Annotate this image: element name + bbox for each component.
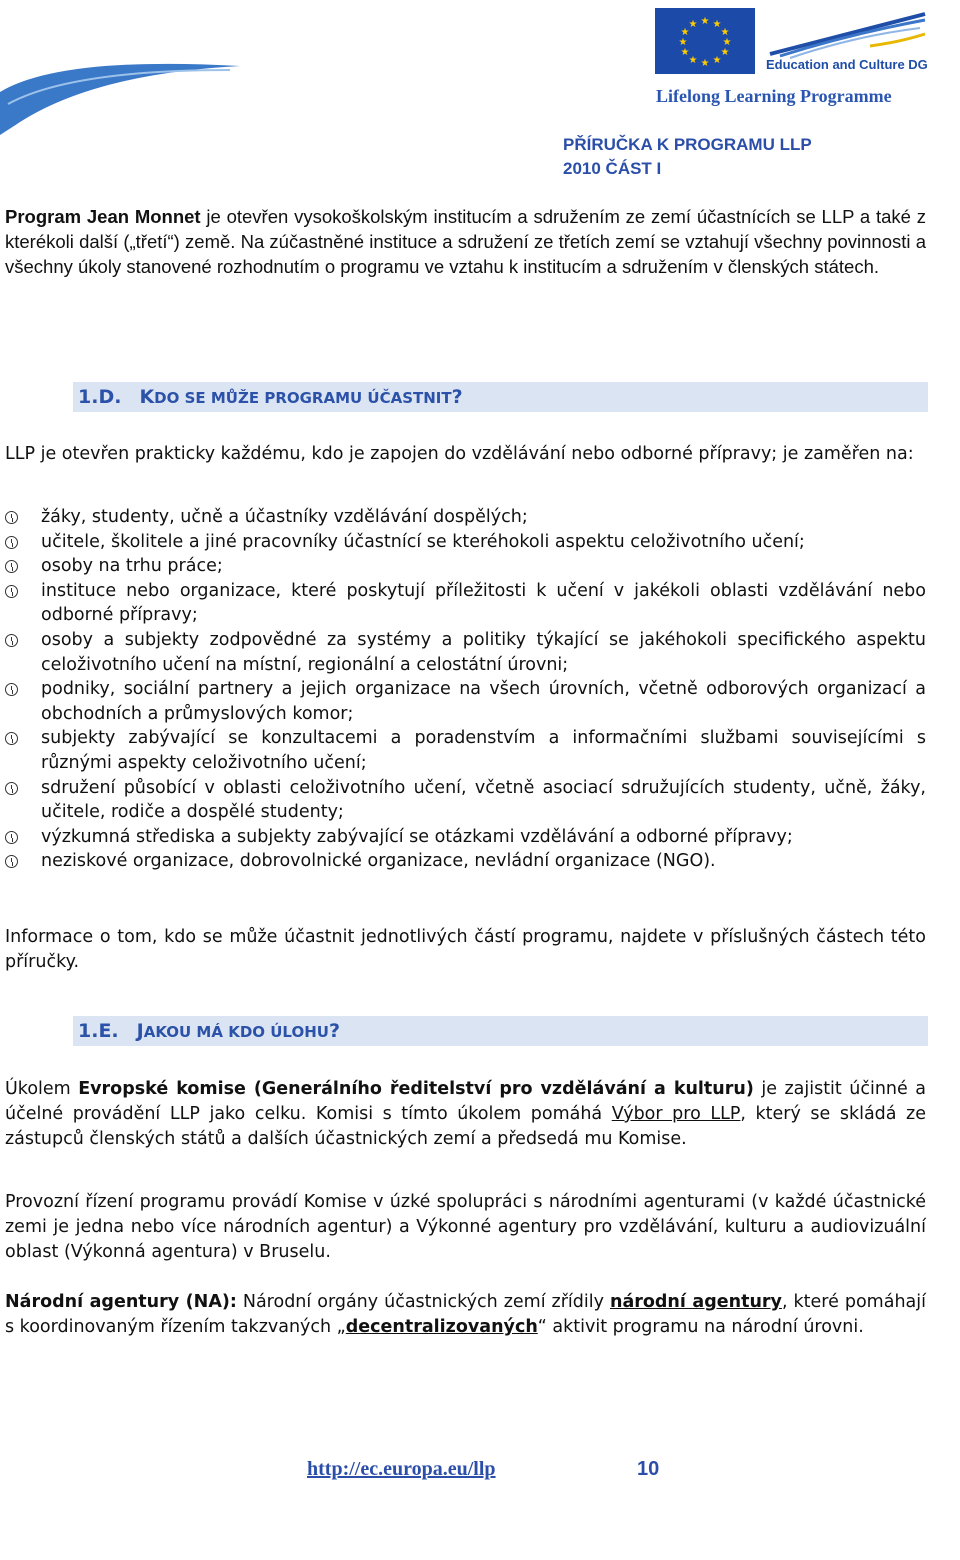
svg-text:★: ★ (720, 47, 730, 58)
svg-text:★: ★ (688, 19, 698, 30)
section-e-number: 1.E. (78, 1020, 119, 1042)
jean-monnet-paragraph (5, 204, 926, 279)
jean-monnet-text: je otevřen vysokoškolským institucím a sdružením ze zemí účastnících se LLP a také z kterékoli další („třetí“) země. Na zúčastněné instituce a sdružení ze třetích zemí se vztahují všechny povinnosti a všechny úkoly stanovené rozhodnutím o programu ve vztahu k institucím a sdružením v členských státech. (5, 206, 926, 277)
clock-bullet-icon (5, 683, 18, 696)
section-d-heading: 1.D. KDO SE MŮŽE PROGRAMU ÚČASTNIT? (78, 386, 463, 408)
list-item: neziskové organizace, dobrovolnické organizace, nevládní organizace (NGO). (5, 849, 926, 874)
svg-text:★: ★ (700, 58, 710, 69)
list-item: osoby na trhu práce; (5, 554, 926, 579)
clock-bullet-icon (5, 585, 18, 598)
svg-text:★: ★ (680, 47, 690, 58)
target-groups-list (5, 505, 926, 874)
eu-flag-logo (655, 8, 755, 74)
section-e-heading: 1.E. JAKOU MÁ KDO ÚLOHU? (78, 1020, 340, 1042)
list-item: podniky, sociální partnery a jejich organizace na všech úrovních, včetně odborových organizací a obchodních a průmyslových komor; (5, 677, 926, 726)
svg-text:★: ★ (700, 16, 710, 27)
clock-bullet-icon (5, 560, 18, 573)
clock-bullet-icon (5, 831, 18, 844)
clock-bullet-icon (5, 511, 18, 524)
guide-part: 2010 ČÁST I (563, 159, 662, 178)
clock-bullet-icon (5, 732, 18, 745)
svg-text:★: ★ (680, 27, 690, 38)
footer-url-link[interactable]: http://ec.europa.eu/llp (307, 1458, 496, 1480)
lifelong-learning-title: Lifelong Learning Programme (656, 86, 892, 106)
swoosh-graphic (0, 60, 240, 140)
national-agencies-link[interactable]: národní agentury (609, 1292, 782, 1312)
jean-monnet-label: Program Jean Monnet (5, 206, 201, 227)
national-agencies-paragraph: Národní agentury (NA): Národní orgány účastnických zemí zřídily národní agentury, které pomáhají s koordinovaným řízením takzvaných „decentralizovaných“ aktivit programu na národní úrovni. (5, 1292, 926, 1337)
clock-bullet-icon (5, 782, 18, 795)
commission-label: Evropské komise (Generálního ředitelství pro vzdělávání a kulturu) (78, 1079, 754, 1099)
education-culture-logo (760, 6, 930, 86)
decentralized-link[interactable]: decentralizovaných (345, 1317, 538, 1337)
svg-text:★: ★ (678, 37, 688, 48)
svg-text:★: ★ (688, 55, 698, 66)
education-culture-label: Education and Culture DG (766, 57, 928, 72)
list-item: žáky, studenty, učně a účastníky vzdělávání dospělých; (5, 505, 926, 530)
commission-paragraph: Úkolem Evropské komise (Generálního ředitelství pro vzdělávání a kulturu) je zajistit účinné a účelné provádění LLP jako celku. Komisi s tímto úkolem pomáhá Výbor pro LLP, který se skládá ze zástupců členských států a dalších účastnických zemí a předsedá mu Komise. (5, 1079, 927, 1149)
svg-text:★: ★ (712, 19, 722, 30)
svg-text:★: ★ (720, 27, 730, 38)
list-item: subjekty zabývající se konzultacemi a poradenstvím a informačními službami souvisejícími s různými aspekty celoživotního učení; (5, 726, 926, 775)
vybor-link[interactable]: Výbor pro LLP (611, 1104, 741, 1124)
section-d-outro: Informace o tom, kdo se může účastnit jednotlivých částí programu, najdete v příslušných částech této příručky. (5, 927, 926, 972)
clock-bullet-icon (5, 634, 18, 647)
section-d-number: 1.D. (78, 386, 122, 408)
clock-bullet-icon (5, 536, 18, 549)
list-item: učitele, školitele a jiné pracovníky účastnící se kteréhokoli aspektu celoživotního učení; (5, 530, 926, 555)
list-item: výzkumná střediska a subjekty zabývající se otázkami vzdělávání a odborné přípravy; (5, 825, 926, 850)
page-number: 10 (637, 1458, 660, 1480)
clock-bullet-icon (5, 855, 18, 868)
list-item: osoby a subjekty zodpovědné za systémy a politiky týkající se jakéhokoli specifického aspektu celoživotního učení na místní, regionální a celostátní úrovni; (5, 628, 926, 677)
national-agencies-label: Národní agentury (NA): (5, 1292, 237, 1312)
list-item: sdružení působící v oblasti celoživotního učení, včetně asociací sdružujících studenty, učně, žáky, učitele, rodiče a dospělé studenty; (5, 776, 926, 825)
svg-text:★: ★ (712, 55, 722, 66)
section-d-intro: LLP je otevřen prakticky každému, kdo je zapojen do vzdělávání nebo odborné přípravy; je zaměřen na: (5, 444, 914, 464)
eu-stars-icon (655, 8, 755, 74)
svg-text:★: ★ (722, 37, 732, 48)
list-item: instituce nebo organizace, které poskytují příležitosti k učení v jakékoli oblasti vzdělávání nebo odborné přípravy; (5, 579, 926, 628)
guide-title: PŘÍRUČKA K PROGRAMU LLP (563, 135, 812, 154)
management-paragraph: Provozní řízení programu provádí Komise v úzké spolupráci s národními agenturami (v každé účastnické zemi je jedna nebo více národních agentur) a Výkonné agentury pro vzdělávání, kulturu a audiovizuální oblast (Výkonná agentura) v Bruselu. (5, 1192, 926, 1262)
